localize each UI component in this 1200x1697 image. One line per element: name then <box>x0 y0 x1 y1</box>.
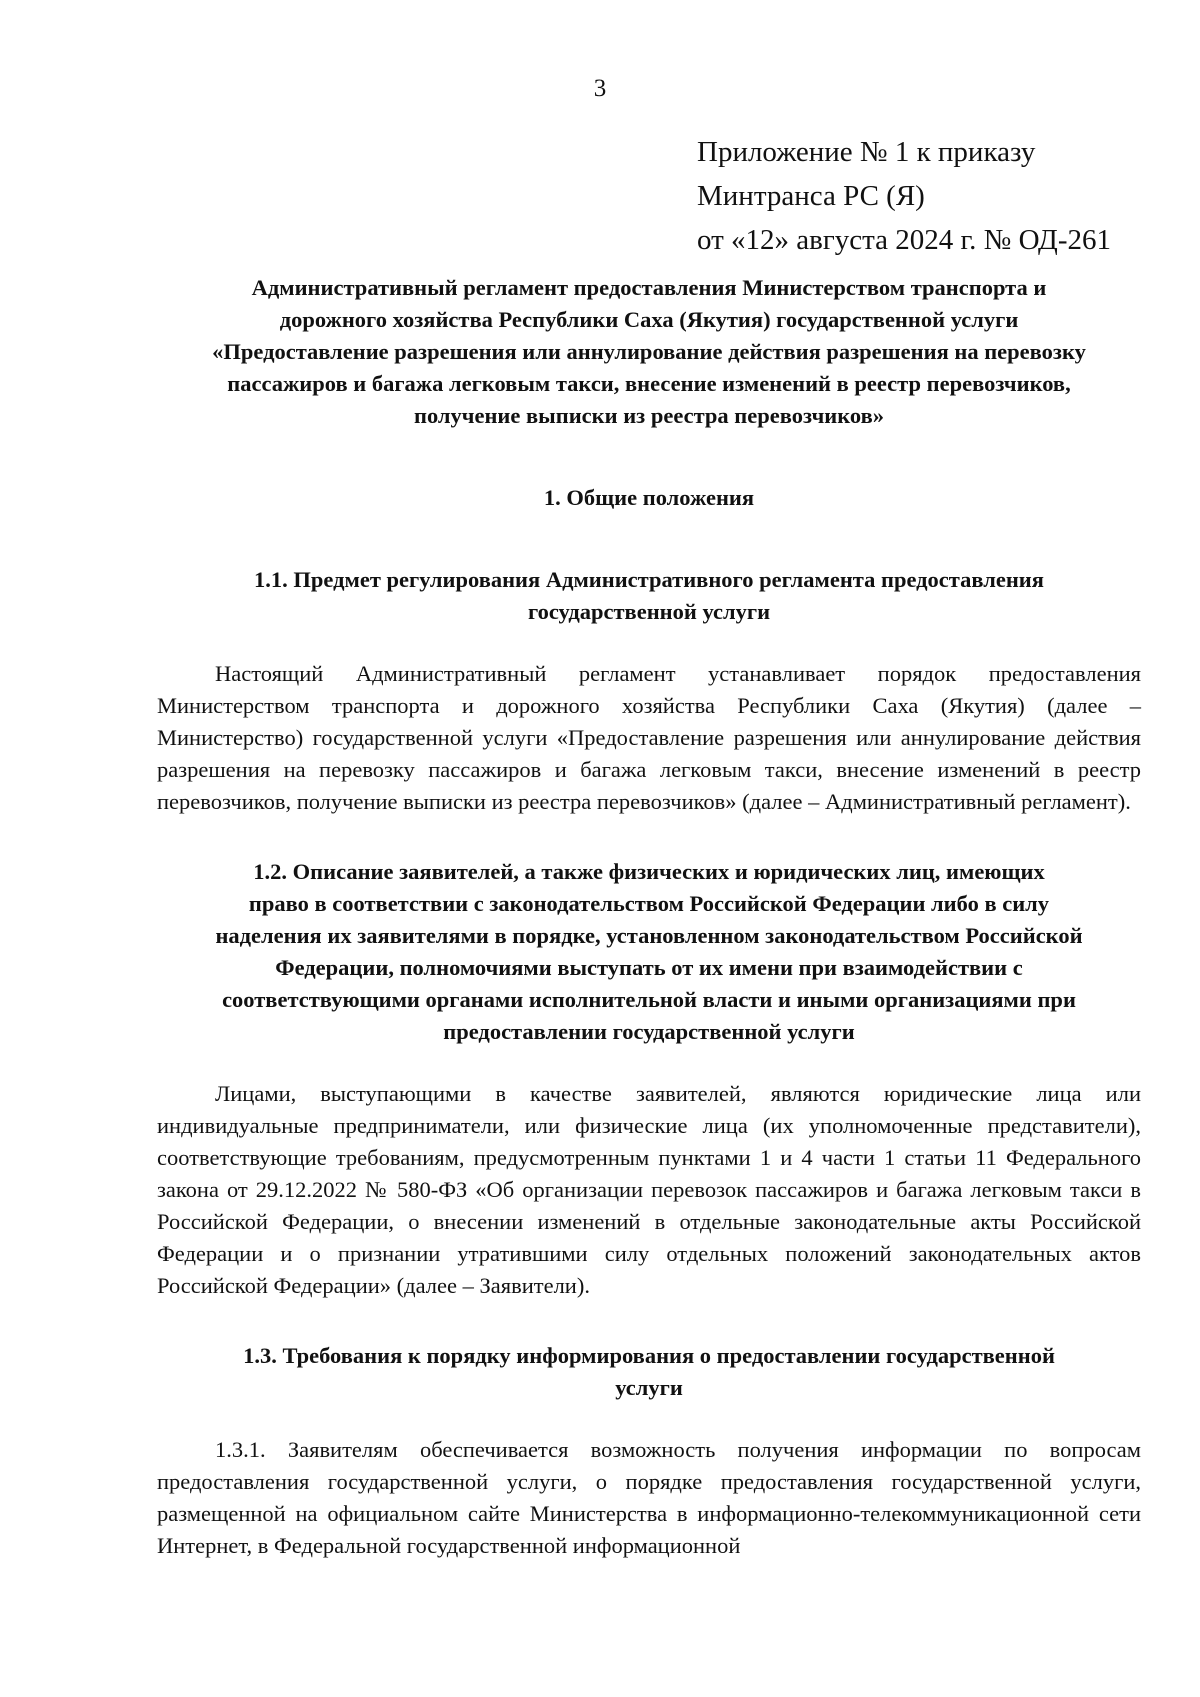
section-1-3-paragraph: 1.3.1. Заявителям обеспечивается возможность получения информации по вопросам предоставления государственной услуги, о порядке предоставления государственной услуги, размещенной на официальном сайте Министерства в информационно-телекоммуникационной сети Интернет, в Федеральной государственной информационной <box>157 1437 1141 1558</box>
heading-line: государственной услуги <box>527 599 771 624</box>
heading-line: услуги <box>615 1375 683 1400</box>
appendix-header <box>697 130 1111 262</box>
heading-line: 1.3. Требования к порядку информирования о предоставлении государственной <box>243 1343 1055 1368</box>
section-1-3-heading <box>157 1340 1141 1404</box>
heading-line: предоставлении государственной услуги <box>443 1019 855 1044</box>
title-line: дорожного хозяйства Республики Саха (Якутия) государственной услуги <box>279 307 1019 332</box>
section-1-1-heading <box>157 564 1141 628</box>
heading-line: соответствующими органами исполнительной власти и иными организациями при <box>222 987 1076 1012</box>
document-body <box>157 272 1141 1562</box>
heading-line: 1.2. Описание заявителей, а также физических и юридических лиц, имеющих <box>253 859 1045 884</box>
appendix-line: Приложение № 1 к приказу <box>697 136 1036 168</box>
heading-line: Федерации, полномочиями выступать от их имени при взаимодействии с <box>275 955 1023 980</box>
heading-line: наделения их заявителями в порядке, установленном законодательством Российской <box>215 923 1083 948</box>
title-line: получение выписки из реестра перевозчиков» <box>414 403 884 428</box>
page-number: 3 <box>593 75 607 102</box>
appendix-line: Минтранса РС (Я) <box>697 180 925 212</box>
heading-line: 1. Общие положения <box>543 485 755 510</box>
title-line: пассажиров и багажа легковым такси, внесение изменений в реестр перевозчиков, <box>227 371 1071 396</box>
appendix-line: от «12» августа 2024 г. № ОД-261 <box>697 224 1112 256</box>
section-1-1-paragraph: Настоящий Административный регламент устанавливает порядок предоставления Министерством транспорта и дорожного хозяйства Республики Саха (Якутия) (далее – Министерство) государственной услуги «Предоставление разрешения или аннулирование действия разрешения на перевозку пассажиров и багажа легковым такси, внесение изменений в реестр перевозчиков, получение выписки из реестра перевозчиков» (далее – Административный регламент). <box>157 661 1141 814</box>
section-1-2-paragraph: Лицами, выступающими в качестве заявителей, являются юридические лица или индивидуальные предприниматели, или физические лица (их уполномоченные представители), соответствующие требованиям, предусмотренным пунктами 1 и 4 части 1 статьи 11 Федерального закона от 29.12.2022 № 580-ФЗ «Об организации перевозок пассажиров и багажа легковым такси в Российской Федерации, о внесении изменений в отдельные законодательные акты Российской Федерации и о признании утратившими силу отдельных положений законодательных актов Российской Федерации» (далее – Заявители). <box>157 1081 1141 1298</box>
title-line: «Предоставление разрешения или аннулирование действия разрешения на перевозку <box>212 339 1086 364</box>
document-title <box>157 272 1141 432</box>
section-1-heading <box>157 482 1141 514</box>
title-line: Административный регламент предоставления Министерством транспорта и <box>251 275 1047 300</box>
heading-line: право в соответствии с законодательством Российской Федерации либо в силу <box>248 891 1050 916</box>
heading-line: 1.1. Предмет регулирования Административного регламента предоставления <box>254 567 1044 592</box>
section-1-2-heading <box>157 856 1141 1048</box>
